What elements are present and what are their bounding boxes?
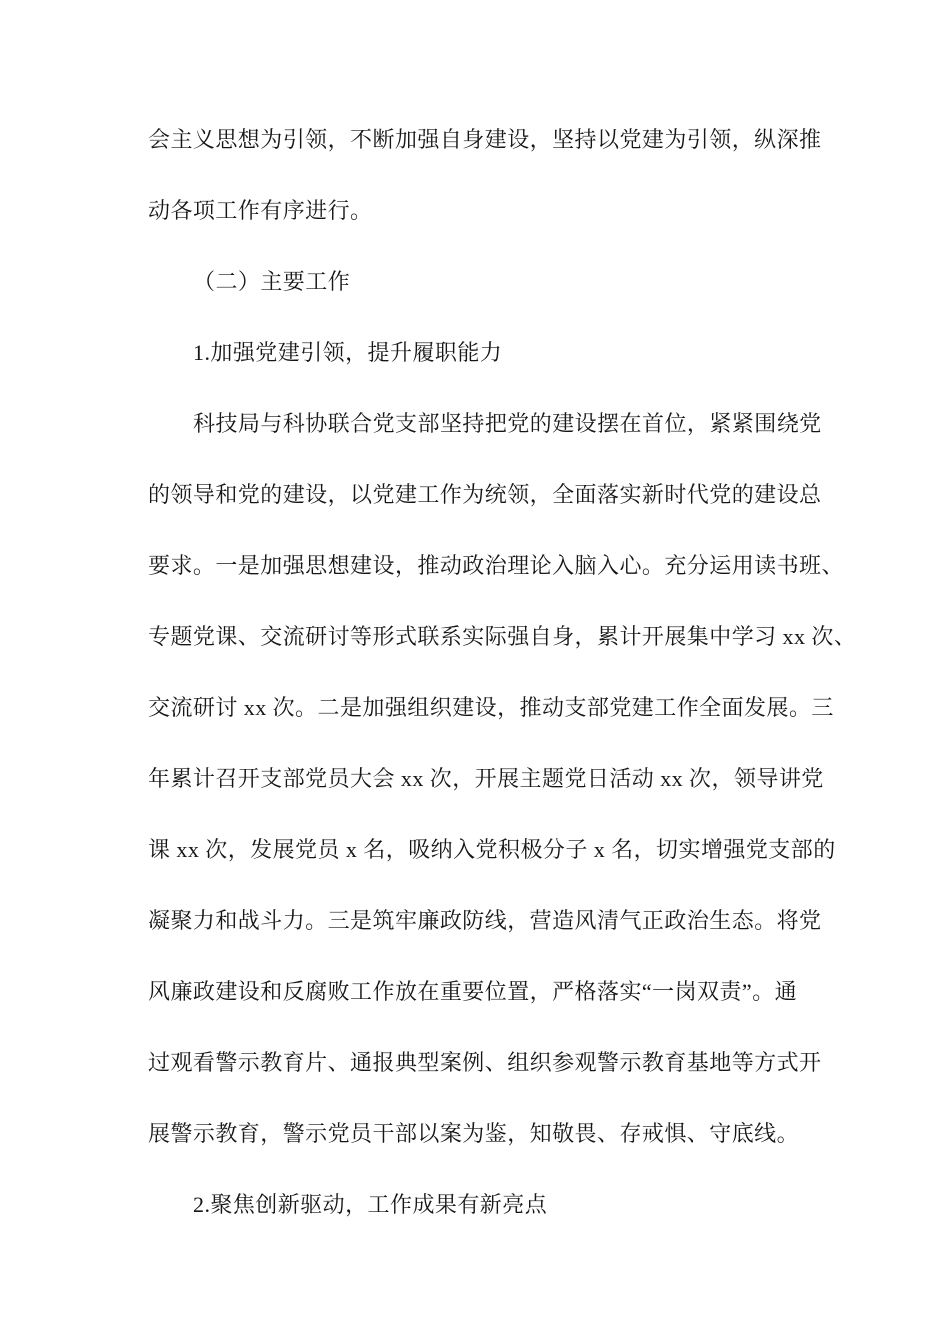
document-line: 凝聚力和战斗力。三是筑牢廉政防线，营造风清气正政治生态。将党 [148,908,822,933]
document-line: （二）主要工作 [193,269,351,294]
document-line: 会主义思想为引领，不断加强自身建设，坚持以党建为引领，纵深推 [148,127,822,152]
document-line: 1.加强党建引领，提升履职能力 [193,340,503,365]
document-line: 专题党课、交流研讨等形式联系实际强自身，累计开展集中学习 xx 次、 [148,624,857,649]
document-line: 风廉政建设和反腐败工作放在重要位置，严格落实“一岗双责”。通 [148,979,798,1004]
document-line: 交流研讨 xx 次。二是加强组织建设，推动支部党建工作全面发展。三 [148,695,834,720]
document-line: 年累计召开支部党员大会 xx 次，开展主题党日活动 xx 次，领导讲党 [148,766,824,791]
document-line: 科技局与科协联合党支部坚持把党的建设摆在首位，紧紧围绕党 [193,411,822,436]
document-line: 展警示教育，警示党员干部以案为鉴，知敬畏、存戒惧、守底线。 [148,1121,800,1146]
document-line: 要求。一是加强思想建设，推动政治理论入脑入心。充分运用读书班、 [148,553,844,578]
document-line: 课 xx 次，发展党员 x 名，吸纳入党积极分子 x 名，切实增强党支部的 [148,837,836,862]
document-body [148,104,857,1240]
document-line: 2.聚焦创新驱动，工作成果有新亮点 [193,1192,548,1217]
document-line: 过观看警示教育片、通报典型案例、组织参观警示教育基地等方式开 [148,1050,822,1075]
document-line: 的领导和党的建设，以党建工作为统领，全面落实新时代党的建设总 [148,482,822,507]
document-line: 动各项工作有序进行。 [148,198,373,223]
